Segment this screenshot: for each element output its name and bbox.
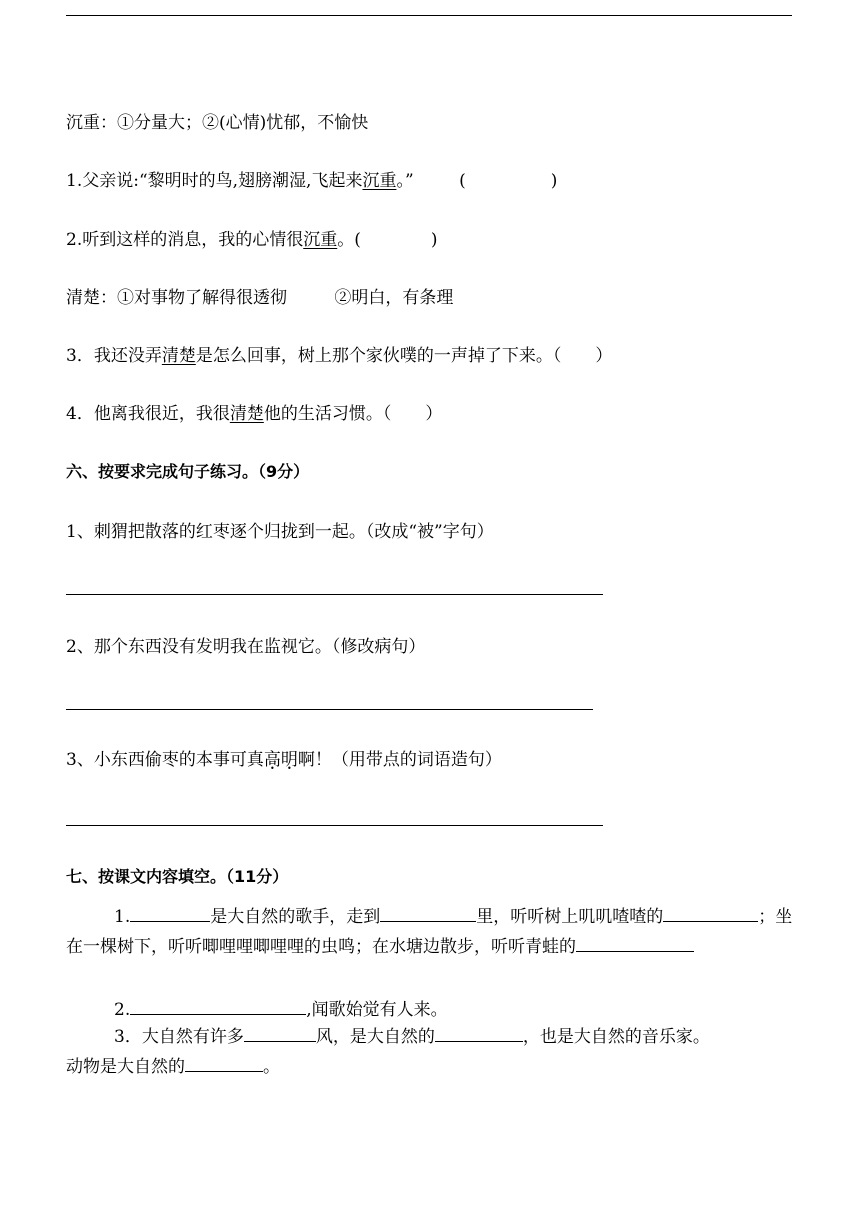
top-rule (66, 15, 792, 16)
fill-blank[interactable] (185, 1070, 263, 1072)
fill-paragraph-2: 2. ,闻歌始觉有人来。 (114, 1000, 448, 1020)
fill-paragraph-1: 1. 是大自然的歌手，走到 里，听听树上叽叽喳喳的 ；坐在一棵树下，听听唧哩哩唧哩哩的虫鸣；在水塘边散步，听听青蛙的 (66, 907, 793, 957)
answer-line-1[interactable] (66, 594, 603, 595)
fill-blank[interactable] (576, 950, 694, 952)
question-3: 3．我还没弄清楚是怎么回事，树上那个家伙噗的一声掉了下来。（ ） (66, 346, 613, 366)
s6-question-2: 2、那个东西没有发明我在监视它。（修改病句） (66, 637, 426, 657)
s6-question-3: 3、小东西偷枣的本事可真高明啊！（用带点的词语造句） (66, 750, 502, 770)
answer-line-2[interactable] (66, 709, 593, 710)
answer-line-3[interactable] (66, 825, 603, 826)
question-2: 2.听到这样的消息，我的心情很沉重。( ) (66, 230, 438, 250)
fill-blank[interactable] (663, 920, 758, 922)
fill-blank[interactable] (130, 1013, 306, 1015)
section-6-title: 六、按要求完成句子练习。（9分） (66, 462, 310, 481)
fill-blank[interactable] (244, 1040, 316, 1042)
definition-qingchu: 清楚：①对事物了解得很透彻 ②明白，有条理 (66, 288, 454, 308)
question-1: 1.父亲说:“黎明时的鸟,翅膀潮湿,飞起来沉重。” ( ) (66, 171, 558, 191)
section-7-title: 七、按课文内容填空。（11分） (66, 867, 289, 886)
s6-question-1: 1、刺猬把散落的红枣逐个归拢到一起。（改成“被”字句） (66, 522, 494, 542)
fill-blank[interactable] (435, 1040, 523, 1042)
fill-paragraph-3: 3．大自然有许多 风，是大自然的 ，也是大自然的音乐家。 动物是大自然的 。 (66, 1027, 710, 1077)
fill-blank[interactable] (380, 920, 476, 922)
answer-paren[interactable]: ( ) (459, 171, 558, 191)
definition-chenzhong: 沉重：①分量大；②(心情)忧郁，不愉快 (66, 113, 369, 133)
question-4: 4．他离我很近，我很清楚他的生活习惯。（ ） (66, 404, 443, 424)
fill-blank[interactable] (130, 920, 210, 922)
